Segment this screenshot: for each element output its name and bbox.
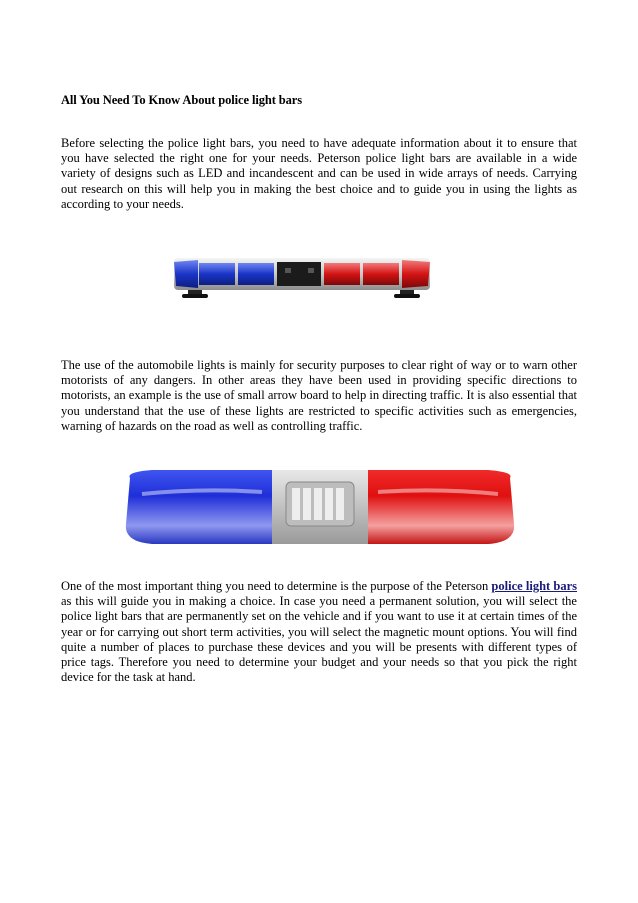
police-light-bars-link[interactable]: police light bars (491, 579, 578, 593)
document-title: All You Need To Know About police light bars (61, 93, 303, 107)
paragraph-purpose-text-end: as this will guide you in making a choice. In case you need a permanent solution, you will select the police light bars that are permanently set on the vehicle and if you want to use it at certain times of the year or for carrying out short term activities, you will select the magnetic mount options. You will find quite a number of places to purchase these devices and you will be presents with different types of price tags. Therefore you need to determine your budget and your needs so that you pick the right device for the task at hand. (61, 594, 577, 685)
halogen-light-bar-image (122, 464, 518, 548)
paragraph-uses: The use of the automobile lights is mainly for security purposes to clear right of way or to warn other motorists of any dangers. In other areas they have been used in providing specific directions to motorists, an example is the use of small arrow board to help in directing traffic. It is also essential that you understand that the use of these lights are restricted to specific activities such as emergencies, warning of hazards on the road as well as controlling traffic. (61, 358, 577, 433)
led-light-bar-image (168, 248, 436, 306)
paragraph-purpose-text-start: One of the most important thing you need to determine is the purpose of the Peterson (61, 579, 492, 593)
paragraph-purpose (61, 579, 577, 685)
paragraph-intro: Before selecting the police light bars, you need to have adequate information about it to ensure that you have selected the right one for your needs. Peterson police light bars are available in a wide variety of designs such as LED and incandescent and can be used in wide arrays of needs. Carrying out research on this will help you in making the best choice and to guide you in using the lights as according to your needs. (61, 136, 577, 211)
